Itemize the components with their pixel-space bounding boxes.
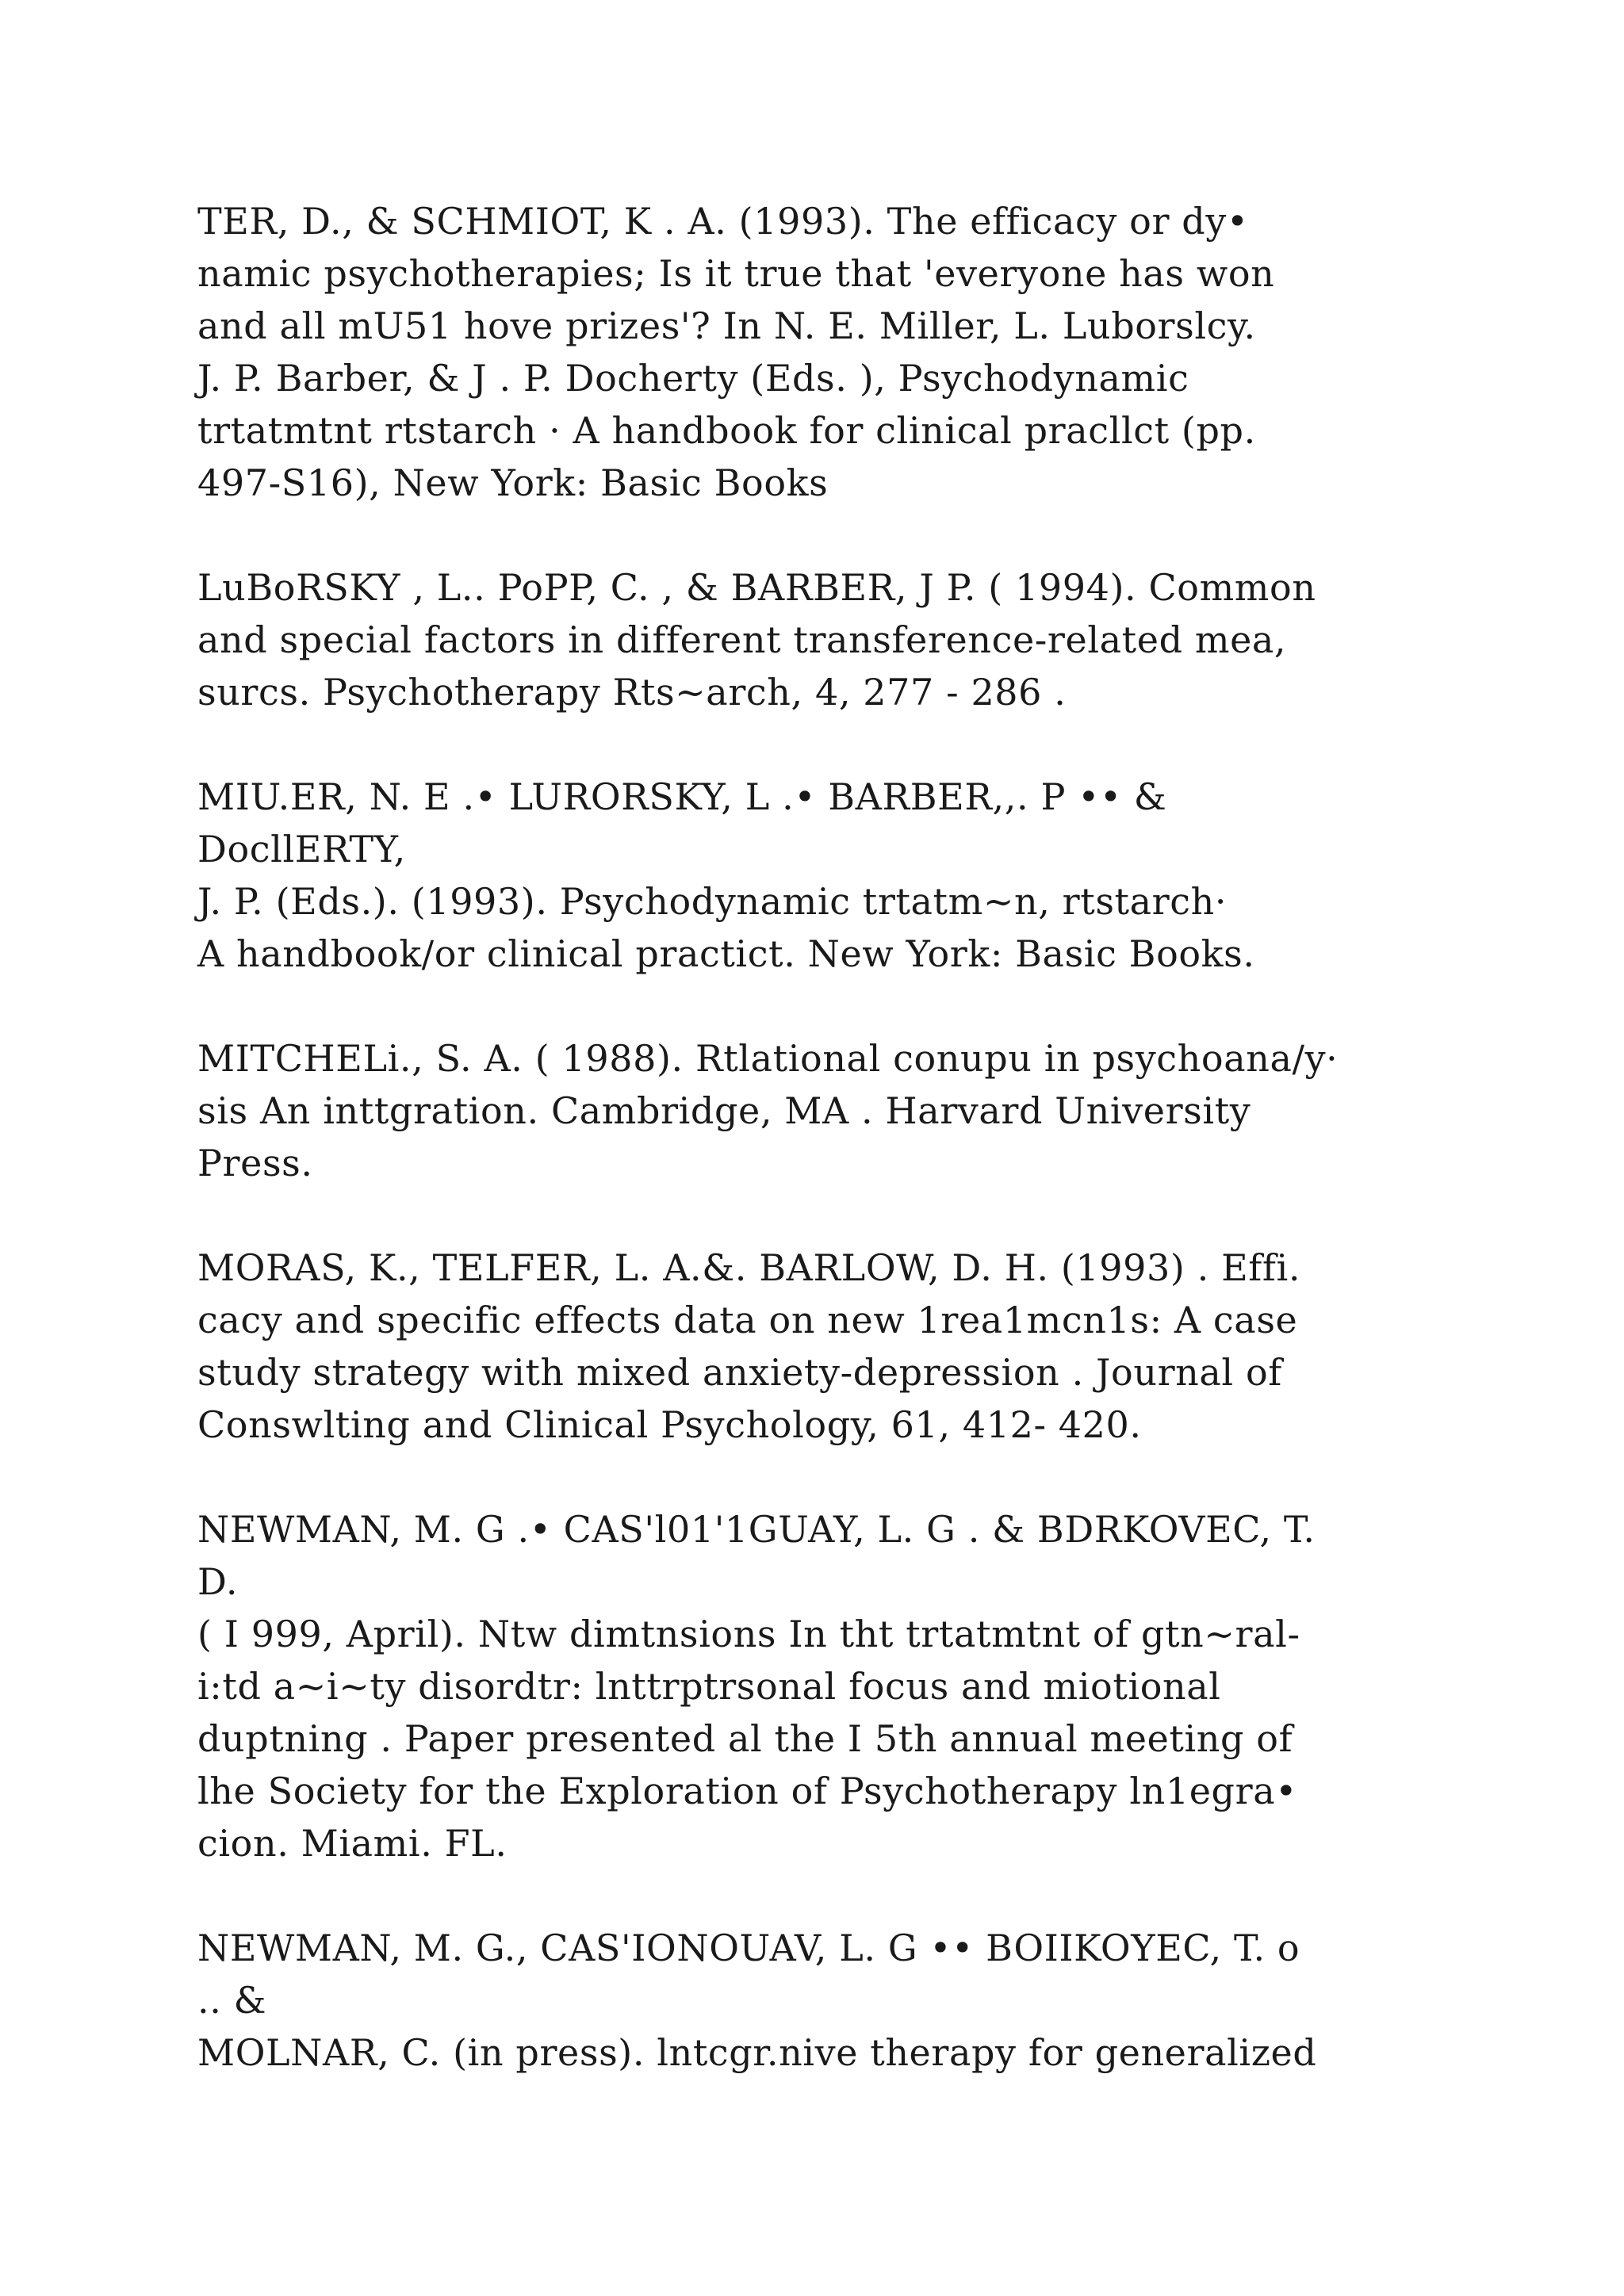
reference-entry: [197, 195, 1506, 509]
reference-entry: [197, 561, 1506, 718]
reference-line: and special factors in different transference-related mea,: [197, 618, 1287, 661]
reference-line: Conswlting and Clinical Psychology, 61, 412- 420.: [197, 1403, 1142, 1446]
reference-line: cion. Miami. FL.: [197, 1822, 508, 1865]
reference-entry: [197, 1242, 1506, 1451]
reference-line: MORAS, K., TELFER, L. A.&. BARLOW, D. H. (1993) . Effi.: [197, 1246, 1301, 1289]
reference-line: study strategy with mixed anxiety-depression . Journal of: [197, 1351, 1282, 1394]
reference-line: NEWMAN, M. G .• CAS'l01'1GUAY, L. G . & BDRKOVEC, T.: [197, 1508, 1316, 1551]
reference-entry: [197, 1503, 1506, 1869]
reference-line: 497-S16), New York: Basic Books: [197, 461, 829, 504]
reference-line: duptning . Paper presented al the I 5th annual meeting of: [197, 1717, 1293, 1760]
reference-list: [197, 195, 1506, 2131]
reference-line: and all mU51 hove prizes'? In N. E. Miller, L. Luborslcy.: [197, 304, 1256, 347]
reference-line: NEWMAN, M. G., CAS'IONOUAV, L. G •• BOIIKOYEC, T. o: [197, 1927, 1300, 1969]
reference-line: .. &: [197, 1979, 267, 2022]
reference-line: D.: [197, 1560, 239, 1603]
reference-line: MIU.ER, N. E .• LURORSKY, L .• BARBER,,. P •• &: [197, 775, 1167, 818]
reference-entry: [197, 771, 1506, 980]
reference-line: J. P. (Eds.). (1993). Psychodynamic trtatm~n, rtstarch·: [197, 880, 1228, 923]
reference-line: LuBoRSKY , L.. PoPP, C. , & BARBER, J P. ( 1994). Common: [197, 566, 1316, 609]
reference-line: MOLNAR, C. (in press). lntcgr.nive therapy for generalized: [197, 2031, 1317, 2074]
reference-entry: [197, 1032, 1506, 1189]
reference-line: sis An inttgration. Cambridge, MA . Harvard University: [197, 1089, 1251, 1132]
reference-line: Press.: [197, 1142, 313, 1184]
reference-line: ( I 999, April). Ntw dimtnsions In tht trtatmtnt of gtn~ral-: [197, 1613, 1300, 1655]
reference-line: MITCHELi., S. A. ( 1988). Rtlational conupu in psychoana/y·: [197, 1037, 1339, 1080]
reference-line: TER, D., & SCHMIOT, K . A. (1993). The efficacy or dy•: [197, 200, 1249, 243]
reference-line: J. P. Barber, & J . P. Docherty (Eds. ), Psychodynamic: [197, 357, 1189, 400]
reference-line: DocllERTY,: [197, 828, 406, 871]
reference-line: cacy and specific effects data on new 1rea1mcn1s: A case: [197, 1299, 1298, 1341]
reference-entry: [197, 1922, 1506, 2079]
reference-line: i:td a~i~ty disordtr: lnttrptrsonal focus and miotional: [197, 1665, 1221, 1708]
reference-line: surcs. Psychotherapy Rts~arch, 4, 277 - 286 .: [197, 671, 1067, 714]
reference-line: A handbook/or clinical practict. New York: Basic Books.: [197, 932, 1255, 975]
reference-line: lhe Society for the Exploration of Psychotherapy ln1egra•: [197, 1770, 1297, 1812]
reference-line: trtatmtnt rtstarch · A handbook for clinical pracllct (pp.: [197, 409, 1256, 452]
reference-line: namic psychotherapies; Is it true that 'everyone has won: [197, 252, 1275, 295]
